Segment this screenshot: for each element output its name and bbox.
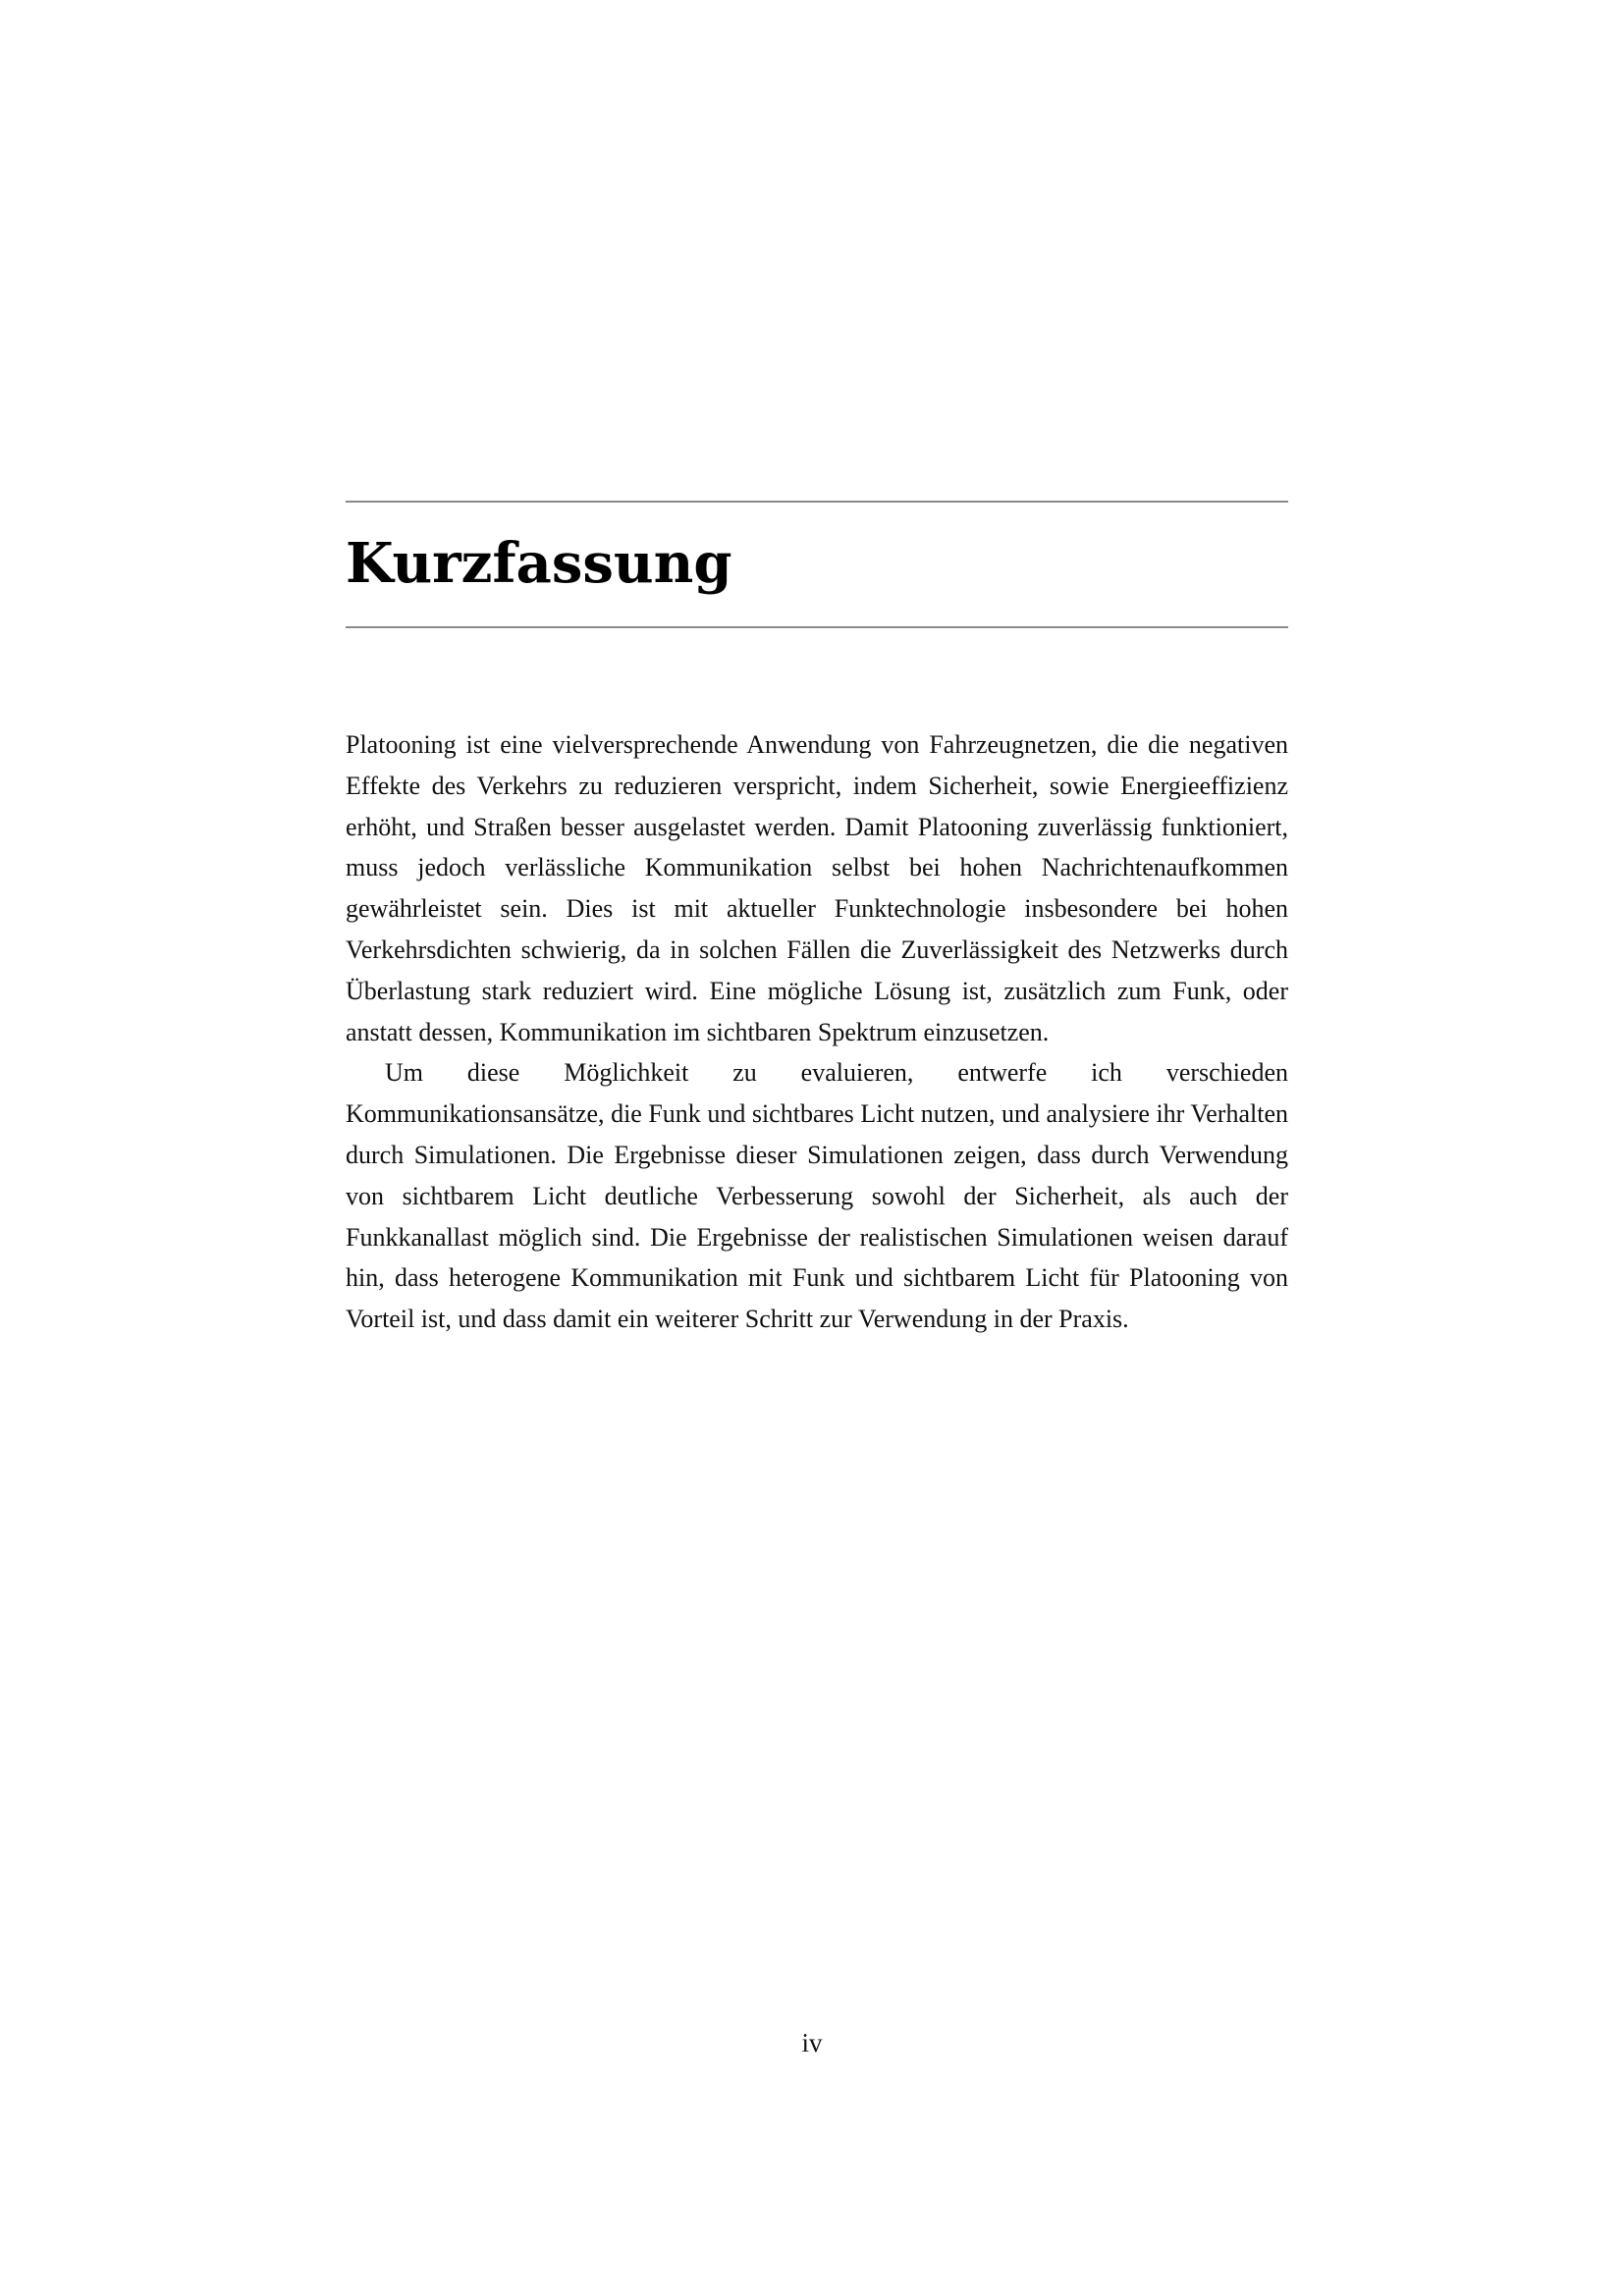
chapter-title: Kurzfassung xyxy=(346,531,732,596)
title-rule-top xyxy=(346,501,1288,503)
abstract-paragraph-1: Platooning ist eine vielversprechende Anwendung von Fahrzeugnetzen, die die negativen Effekte des Verkehrs zu reduzieren verspricht, indem Sicherheit, sowie Energieeffizienz erhöht, und Straßen besser ausgelastet werden. Damit Platooning zuverlässig funktioniert, muss jedoch verlässliche Kommunikation selbst bei hohen Nachrichtenaufkommen gewährleistet sein. Dies ist mit aktueller Funktechnologie insbesondere bei hohen Verkehrsdichten schwierig, da in solchen Fällen die Zuverlässigkeit des Netzwerks durch Überlastung stark reduziert wird. Eine mögliche Lösung ist, zusätzlich zum Funk, oder anstatt dessen, Kommunikation im sichtbaren Spektrum einzusetzen. xyxy=(346,730,1288,1046)
title-rule-bottom xyxy=(346,626,1288,628)
page-number: iv xyxy=(801,2028,823,2057)
abstract-body xyxy=(346,724,1288,1340)
abstract-paragraph-2: Um diese Möglichkeit zu evaluieren, entwerfe ich verschieden Kommunikationsansätze, die Funk und sichtbares Licht nutzen, und analysiere ihr Verhalten durch Simulationen. Die Ergebnisse dieser Simulationen zeigen, dass durch Verwendung von sichtbarem Licht deutliche Verbesserung sowohl der Sicherheit, als auch der Funkkanallast möglich sind. Die Ergebnisse der realistischen Simulationen weisen darauf hin, dass heterogene Kommunikation mit Funk und sichtbarem Licht für Platooning von Vorteil ist, und dass damit ein weiterer Schritt zur Verwendung in der Praxis. xyxy=(346,1058,1288,1334)
